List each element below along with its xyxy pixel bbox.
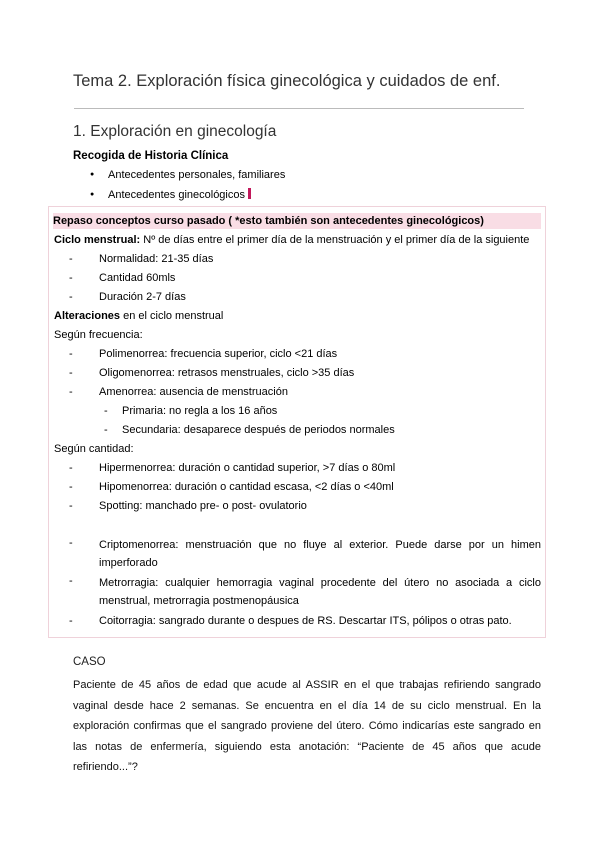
ciclo-line: Ciclo menstrual: Nº de días entre el primer día de la menstruación y el primer día de la siguiente bbox=[54, 234, 530, 246]
frecuencia-label: Según frecuencia: bbox=[54, 329, 143, 341]
case-text: Paciente de 45 años de edad que acude al ASSIR en el que trabajas refiriendo sangrado vaginal desde hace 2 semanas. Se encuentra en el día 14 de su ciclo menstrual. En la exploración confirmas que el sangrado proviene del útero. Cómo indicarías este sangrado en las notas de enfermería, siguiendo esta anotación: “Paciente de 45 años que acude refiriendo...”? bbox=[73, 679, 541, 773]
list-item: - Metrorragia: cualquier hemorragia vaginal procedente del útero no asociada a ciclo menstrual, metrorragia postmenopáusica bbox=[69, 575, 541, 607]
review-heading: Repaso conceptos curso pasado ( *esto también son antecedentes ginecológicos) bbox=[53, 213, 541, 229]
list-item: ● Antecedentes personales, familiares bbox=[90, 168, 285, 188]
page-title: Tema 2. Exploración física ginecológica y cuidados de enf. bbox=[73, 72, 501, 90]
list-item: - Criptomenorrea: menstruación que no fluye al exterior. Puede darse por un himen imperforado bbox=[69, 537, 541, 569]
case-label: CASO bbox=[73, 656, 106, 668]
alteraciones-line: Alteraciones en el ciclo menstrual bbox=[54, 310, 224, 322]
cantidad-label: Según cantidad: bbox=[54, 443, 134, 455]
section-title: 1. Exploración en ginecología bbox=[73, 123, 277, 140]
divider bbox=[74, 108, 524, 109]
historia-title: Recogida de Historia Clínica bbox=[73, 150, 229, 162]
comment-marker-icon[interactable] bbox=[248, 188, 251, 199]
review-box: Repaso conceptos curso pasado ( *esto también son antecedentes ginecológicos) Ciclo menstrual: Nº de días entre el primer día de la menstruación y el primer día de la siguiente - Normalidad: 21-35 días - Cantidad 60mls - Duración 2-7 días Alteraciones en el ciclo menstrual Según frecuencia: - Polimenorrea: frecuencia superior, ciclo <21 días - Oligomenorrea: retrasos menstruales, ciclo >35 días - Amenorrea: ausencia de menstruación - Primaria: no regla a los 16 años - Secundaria: desaparece después de periodos normales Según cantidad: - Hipermenorrea: duración o cantidad superior, >7 días o 80ml - Hipomenorrea: duración o cantidad escasa, <2 días o <40ml - Spotting: manchado pre- o post- ovulatorio - Criptomenorrea: menstruación que no fluye al exterior. Puede darse por un himen imperforado - Metrorragia: cualquier hemorragia vaginal procedente del útero no asociada a ciclo menstrual, metrorragia postmenopáusica - Coitorragia: sangrado durante o despues de RS. Descartar ITS, pólipos o otras pato. bbox=[48, 206, 546, 638]
historia-list bbox=[90, 168, 285, 208]
list-item: ● Antecedentes ginecológicos bbox=[90, 188, 285, 208]
